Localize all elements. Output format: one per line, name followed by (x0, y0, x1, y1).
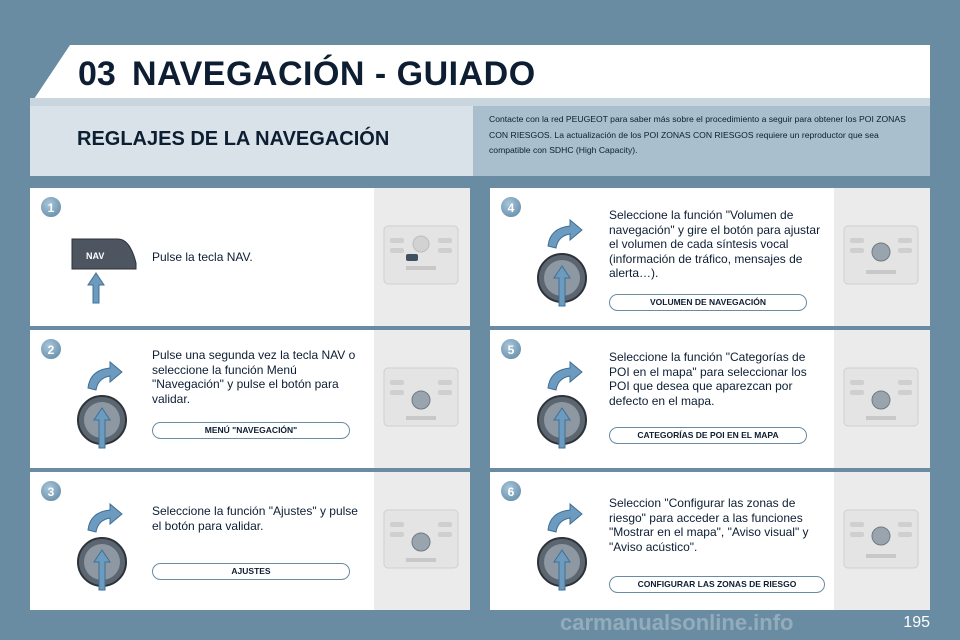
step-text: Seleccione la función "Volumen de navegación" y gire el botón para ajustar el volumen de cada síntesis vocal (información de tráfico, mensajes de alerta…). (609, 208, 821, 280)
nav-key-icon (70, 233, 140, 305)
rotary-knob-icon (526, 494, 596, 594)
console-icon (382, 224, 460, 286)
menu-label-pill: AJUSTES (152, 563, 350, 580)
console-icon (842, 508, 920, 570)
header-stripe (30, 98, 930, 106)
step-number: 6 (500, 480, 522, 502)
chapter-title: NAVEGACIÓN - GUIADO (132, 55, 536, 93)
step-number: 3 (40, 480, 62, 502)
step-text: Seleccione la función "Ajustes" y pulse el botón para validar. (152, 504, 358, 533)
step-panel-6 (490, 472, 930, 610)
rotary-knob-icon (526, 352, 596, 452)
step-panel-5 (490, 330, 930, 468)
menu-label-pill: MENÚ "NAVEGACIÓN" (152, 422, 350, 439)
chapter-number: 03 (78, 55, 116, 93)
step-number: 4 (500, 196, 522, 218)
step-panel-2 (30, 330, 470, 468)
step-panel-1 (30, 188, 470, 326)
step-text: Pulse la tecla NAV. (152, 250, 253, 264)
note-text: Contacte con la red PEUGEOT para saber más sobre el procedimiento a seguir para obtener los POI ZONAS CON RIESGOS. La actualización de los POI ZONAS CON RIESGOS requiere un reproductor que sea compatible con SDHC (High Capacity). (489, 114, 906, 155)
rotary-knob-icon (66, 352, 136, 452)
section-title: REGLAJES DE LA NAVEGACIÓN (77, 128, 390, 150)
nav-key-label: NAV (86, 251, 105, 261)
menu-label-pill: VOLUMEN DE NAVEGACIÓN (609, 294, 807, 311)
page-number: 195 (903, 614, 930, 631)
step-panel-4 (490, 188, 930, 326)
step-panel-3 (30, 472, 470, 610)
console-icon (842, 224, 920, 286)
header-corner (30, 45, 70, 105)
step-number: 5 (500, 338, 522, 360)
step-number: 1 (40, 196, 62, 218)
menu-label-pill: CATEGORÍAS DE POI EN EL MAPA (609, 427, 807, 444)
step-text: Seleccione la función "Categorías de POI en el mapa" para seleccionar los POI que desea que aparezcan por defecto en el mapa. (609, 350, 807, 408)
console-icon (382, 508, 460, 570)
console-icon (842, 366, 920, 428)
rotary-knob-icon (526, 210, 596, 310)
step-text: Pulse una segunda vez la tecla NAV o seleccione la función Menú "Navegación" y pulse el botón para validar. (152, 348, 356, 406)
watermark: carmanualsonline.info (560, 610, 794, 635)
console-icon (382, 366, 460, 428)
step-text: Seleccion "Configurar las zonas de riesgo" para acceder a las funciones "Mostrar en el mapa", "Aviso visual" y "Aviso acústico". (609, 496, 809, 554)
rotary-knob-icon (66, 494, 136, 594)
step-number: 2 (40, 338, 62, 360)
menu-label-pill: CONFIGURAR LAS ZONAS DE RIESGO (609, 576, 825, 593)
